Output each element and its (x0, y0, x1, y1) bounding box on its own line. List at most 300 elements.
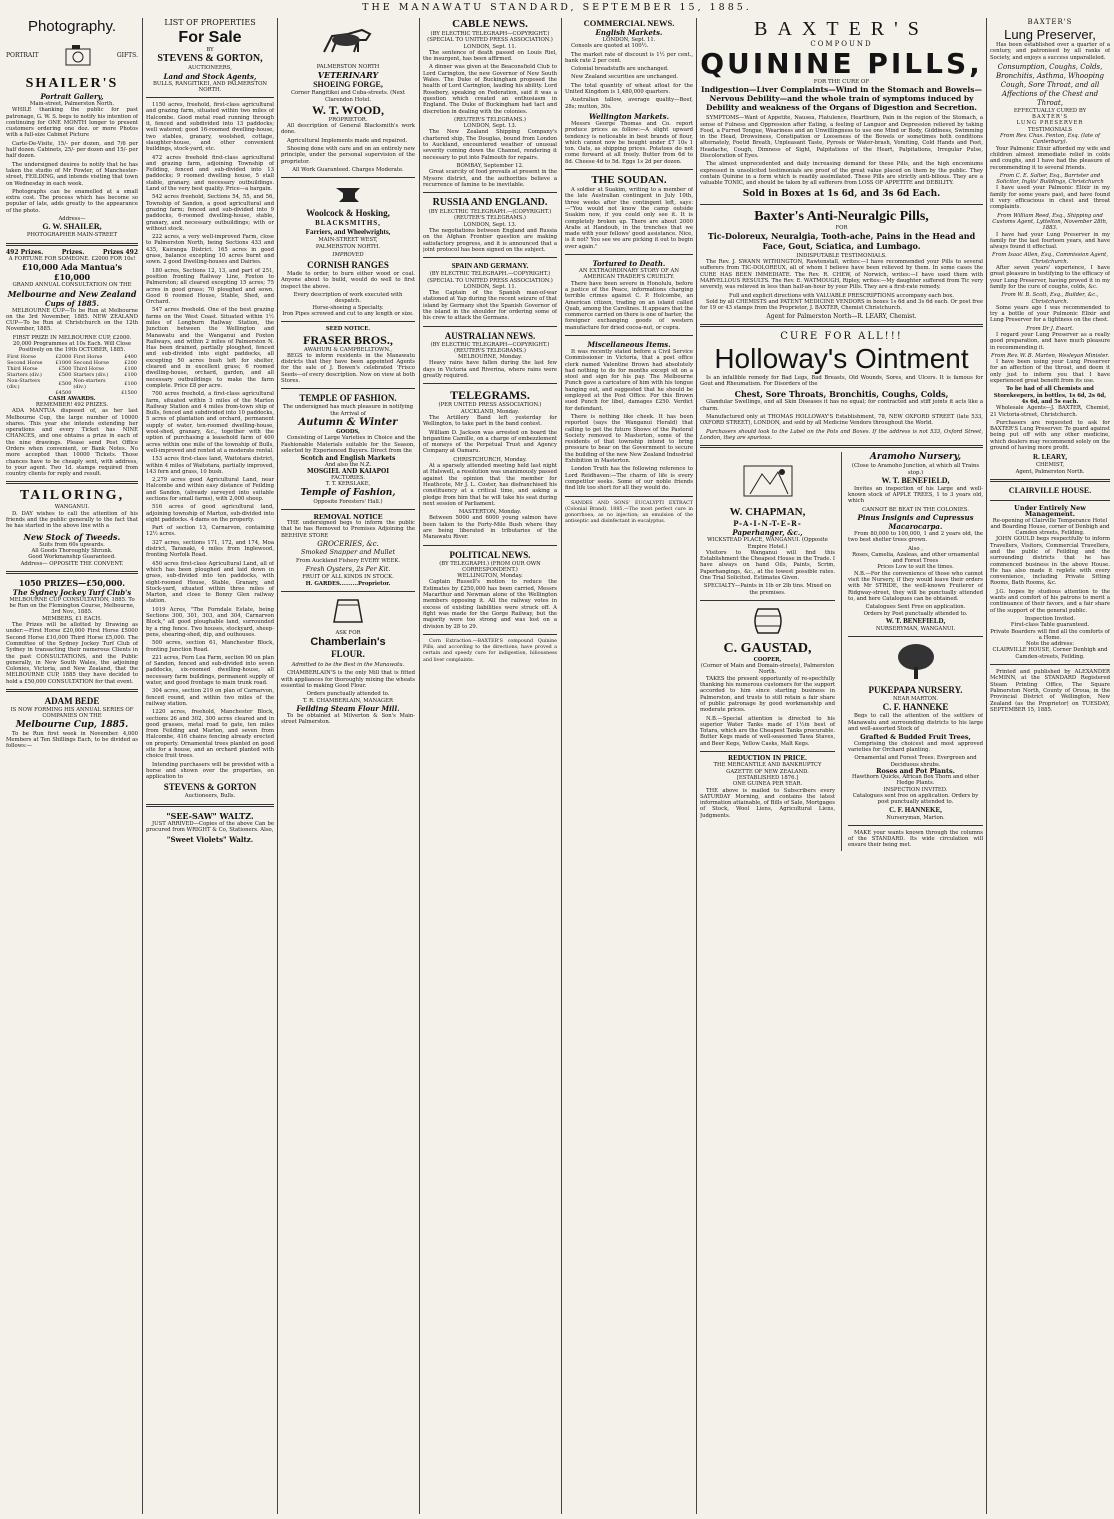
benefield-2: W. T. BENEFIELD, (885, 616, 946, 625)
prize-cell: Starters (div.) (7, 371, 42, 378)
prize-cell: £500 (58, 365, 72, 372)
column-1 (6, 18, 138, 1514)
chapman-body: Visitors to Wanganui will find this Establishment the Cheapest House in the Trade. I have always on hand Oils, Paints, Scrim, Paperhangings, &c., at the lowest possible rates. One Trial Solicited. Estimates Given. (700, 549, 836, 581)
footer-sub: Auctioneers, Bulls. (184, 793, 236, 800)
first-prize: FIRST PRIZE IN MELBOURNE CUP, £2000. (12, 334, 132, 341)
hawthorn: Hawthorn Quicks, African Box Thorn and other Hedge Plants. (851, 774, 980, 787)
seesaw-title: "SEE-SAW" WALTZ. (166, 810, 254, 821)
property-listing: 2,279 acres good Agricultural Land, near Halcombe and within easy distance of Feilding and Sandon, (already surveyed into suitable sections for small farms), with 2,000 sheep. (146, 477, 274, 502)
test-7: From Rev. W. B. Marten, Wesleyan Minister. (990, 352, 1110, 359)
inspection: Inspection Invited. (1024, 615, 1076, 622)
roses-pot: Roses and Pot Plants. (876, 766, 955, 775)
tailoring-body: D. DAY wishes to call the attention of his friends and the public generally to the fact that he has started in the above line with a (6, 510, 138, 530)
column-6 (700, 18, 983, 1514)
property-listing: 700 acres freehold, a first-class agricultural farm, situated within 3 miles of the Marton Railway Station and 4 miles from-town ship of Bulls, fenced and subdivided into 10 paddocks, 5 acres of plantation and orchard, permanent supply of water, ten-roomed dwelling-house, wool-shed, granary, &c., together with the option of purchasing a leasehold farm of 400 acres within one mile of the township of Bulls, well-improved and rented at a moderate rental. (146, 391, 274, 454)
adam-bede: ADAM BEDE (44, 696, 100, 706)
gaustad-body: TAKES the present opportunity of re-spectfully thanking his numerous customers for the support accorded to him since starting business in Palmerston, and trusts to still retain a fair share of public patronage by good workmanship and moderate prices. (700, 675, 836, 714)
chapman-name: W. CHAPMAN, (729, 506, 806, 519)
melb-cup-1885: Melbourne Cup, 1885. (15, 719, 129, 730)
column-rule (696, 18, 697, 1514)
cash-awards: CASH AWARDS. (48, 395, 96, 402)
london: LONDON, Sept. 11. (602, 37, 656, 43)
paperhanger: Paperhanger, &c., (732, 528, 803, 538)
test-3: From William Reed, Esq., Shipping and Customs Agent, Lyttelton, November 28th, 1883. (992, 212, 1108, 232)
prize-cell: £100 (124, 371, 137, 378)
to-be-obtained: To be obtained at Milverton & Son's Main-street Palmerston. (281, 712, 415, 726)
ada-mantua-heading: £10,000 Ada Mantua's £10,000 (21, 262, 123, 283)
column-5 (565, 18, 693, 1514)
soudan-heading: THE SOUDAN. (591, 174, 667, 187)
test-4: From Isaac Allen, Esq., Commission Agent, Christchurch. (991, 252, 1108, 265)
property-listing: 153 acres first-class land, Waitotara district, within 4 miles of Waitotara, partially improved, 143 fern and grass, 10 bush. (146, 456, 274, 475)
for-cure: FOR THE CURE OF (813, 79, 870, 85)
for-label: FOR (835, 224, 848, 231)
enamel-text: Photographs can be enamelled at a small extra cost. The process which has become so popular of late, adds greatly to the appearance of the photo. (6, 188, 138, 214)
neuralgic-list: Tic-Doloreux, Neuralgia, Tooth-ache, Pains in the Head and Face, Gout, Sciatica, and Lumbago. (707, 230, 976, 251)
prizes-left: 492 Prizes. (6, 248, 44, 256)
holloway-body-2: Glandular Swellings, and all Skin Diseases it has no equal; for contracted and stiff joints it acts like a charm. (700, 399, 983, 412)
property-listings (146, 102, 274, 759)
test-3-body: I have had your Lung Preserver in my family for the last fourteen years, and have always found it effectual. (990, 231, 1110, 251)
misc-body: It was recently stated before a Civil Service Commissioner in Victoria, that a post office clerk named Valentine Brown had absolutely had nothing to do for months except sit on a stool and sign for his pay. The Melbourne Punch gave a caricature of him with his tongue hanging out, and suggested that he should be employed at the Post Office. For this Brown sued Punch for libel, damages £250. Verdict for defendant. (565, 348, 693, 412)
removal-notice: REMOVAL NOTICE (313, 512, 383, 521)
ailments: Indigestion—Liver Complaints—Wind in the Stomach and Bowels—Nervous Debility—and the whole train of symptoms induced by Debility and weakness of the Organs of Digestion and Secretion. (700, 85, 982, 113)
by-label: BY (206, 47, 214, 53)
chamberlain-title: Chamberlain's (310, 636, 386, 649)
cornish-ranges: CORNISH RANGES (307, 260, 389, 271)
pol-body: Captain Russell's motion to reduce the Estimates by £250,000 has been carried, Messrs Macarthur and Newman alone of the Wellington members opposing it. All the railway votes in excess of existing liabilities were struck off. A fight was made for the Gorge Railway, but the majority were too strong and was lost on a division by 28 to 29. (423, 579, 557, 630)
address-label: Address— (58, 216, 86, 223)
reopening: Re-opening of Clairville Temperance Hotel and Boarding House, corner of Denbigh and Camden streets, Feilding. (990, 517, 1110, 537)
sydney-body: The Prizes will be allotted by Drawing as under:—First Horse £20,000 First Horse £5000 Second Horse £10,000 Third Horse £5,000. The Committee of the Sydney Jockey Turf Club of Sydney in transacting their numerous Clients in the past CONSULTATIONS, and the Public generally, in New South Wales, the adjoining Colonies, Victoria, and New Zealand, that the MELBOURNE CUP, 1885 they have decided to hold a £50,000 CONSULTATION for that event. (6, 622, 138, 685)
wholesale: Wholesale Agents—J. BAXTER, Chemist, 21 Victoria-street, Christchurch. (990, 405, 1110, 418)
nb-text: N.B.—For the convenience of those who cannot visit the Nursery, if they would leave their orders with Mr STRIDE, the well-known Fruiterer of Ridgway-street, they will be punctually attended to, and here Catalogues can be obtained. (848, 570, 983, 602)
clairville-title: CLAIRVILLE HOUSE. (1008, 485, 1092, 495)
sydney-sub: MELBOURNE CUP CONSULTATION, 1885. To be Run on the Flemington Course, Melbourne, 3rd Nov., 1885. (9, 596, 135, 616)
pol-credit: (BY TELEGRAPH.) (FROM OUR OWN CORRESPONDENT.) (439, 560, 541, 573)
gould-body: JOHN GOULD begs respectfully to inform Travellers, Visitors, Commercial Travellers, and the public of Feilding and the surrounding districts that he has commenced business in the above House. He has also made it replete with every convenience, including Private Sitting Rooms, Bath Rooms, &c. (990, 536, 1110, 587)
leary: R. LEARY, (1033, 453, 1067, 462)
prize-cell: First Horse (7, 353, 36, 360)
com-body-2: The market rate of discount is 1½ per cent., bank rate 2 per cent. (565, 51, 693, 64)
anti-neuralgic: Baxter's Anti-Neuralgic Pills, (754, 208, 929, 224)
grafted-body: Comprising the choicest and most approved varieties for Orchard planting. (848, 740, 983, 753)
first-class: First-class Table guaranteed. (1010, 622, 1090, 629)
gould-body-2: J.G. hopes by studious attention to the wants and comfort of his patrons to merit a continuance of their favors, and a fair share of the support of the general public. (990, 588, 1110, 614)
leary-agent: Agent, Palmerston North. (1015, 468, 1085, 475)
notice-small: Corn Extraction.—BAXTER'S compound Quinine Pills, and according to the directions, have proved a certain and speedy cure for indigestion, biliousness and liver complaints. (423, 638, 557, 663)
painter: P-A-I-N-T-E-R- (733, 519, 802, 529)
london-1: LONDON, Sept. 11. (463, 43, 517, 50)
guinea: ONE GUINEA PER YEAR. (732, 781, 803, 788)
guaranteed: All Work Guaranteed. Charges Moderate. (292, 166, 404, 173)
aramoho-addr: (Close to Aramoho Junction, at which all Trains stop.) (851, 463, 980, 476)
aus-credit: (BY ELECTRIC TELEGRAPH—COPYRIGHT.) (REUTER'S TELEGRAMS.) (430, 341, 550, 354)
shailer-title: SHAILER'S (25, 76, 119, 91)
cups-heading: Cups of 1885. (45, 298, 99, 308)
gaustad-addr: (Corner of Main and Domain-streets), Palmerston North. (700, 663, 835, 676)
lung-2: LUNG PRESERVER (1016, 120, 1084, 127)
purchasers: Purchasers should look to the Label on the Pots and Boxes. If the address is not 533, Oxford Street, London, they are spurious. (700, 428, 983, 441)
misc-body-3: London Truth has the following reference to Lord Reidhaven:—The charm of life is every competitor seeks. Some of our noble friends find life too short for all they would do. (565, 466, 693, 492)
cable-body-1: The sentence of death passed on Louis Riel, the insurgent, has been affirmed. (423, 49, 557, 63)
to-be-had: To be had of all Chemists and Storekeepers, in bottles, 1s 6d, 2s 6d, 4s 6d, and 5s each. (993, 386, 1107, 405)
full-directions: Full and explicit directions with VALUABLE PRESCRIPTIONS accompany each box. (729, 292, 954, 299)
flour-sack-icon (328, 596, 368, 626)
fraser-title: FRASER BROS., (303, 332, 393, 347)
catalogues: Catalogues Sent Free on application. (865, 604, 966, 611)
prize-cell: Non-starters (div.) (73, 377, 106, 390)
ask-for: ASK FOR (335, 629, 361, 636)
inspection: INSPECTION INVITED. (883, 786, 948, 793)
aus-body: Heavy rains have fallen during the last few days in Victoria and Riverina, where rains were greatly required. (423, 360, 557, 380)
baxters-head: BAXTER'S (1027, 18, 1073, 26)
prize-cell: £200 (124, 359, 137, 366)
pinus-body: From 80,000 to 100,000, 1 and 2 years old, the two best shelter trees grown. (848, 530, 983, 544)
grafted: Grafted & Budded Fruit Trees, (860, 733, 971, 742)
workmanship: Good Workmanship Guaranteed. (28, 554, 116, 561)
holloway-body: Is an infallible remedy for Bad Legs, Bad Breasts, Old Wounds, Sores, and Ulcers. It is famous for Gout and Rheumatism. For Disorders of the (700, 374, 983, 388)
autumn-winter: Autumn & Winter (298, 416, 398, 428)
column-rule (561, 18, 562, 1514)
test-7-body: I have been using your Lung Preserver for an affection of the throat, and deem it only just to inform you that I have experienced great benefit from its use. (990, 359, 1110, 385)
boarders: Private Boarders will find all the comforts of a Home. (990, 628, 1110, 641)
nursery-adverts (848, 452, 983, 851)
com-body-4: New Zealand securities are unchanged. (571, 74, 678, 81)
com-body-3: Colonial breadstuffs are unchanged. (571, 66, 669, 73)
tailoring-title: TAILORING, (19, 488, 125, 504)
spain-body: The Captain of the Spanish man-of-war stationed at Yap during the recent seizure of that island by Germany shot the Spanish Governor of the island in the shoulder for ordering some of his crew to attack the Germans. (423, 290, 557, 322)
compound: COMPOUND (810, 40, 873, 48)
lung-purchasers: Purchasers are requested to ask for BAXTER'S Lung Preserver. To guard against being put off with any other medicine, which dealers may recommend solely on the ground of having more profit. (990, 419, 1110, 452)
established: [ESTABLISHED 1876.] (736, 774, 799, 781)
prize-cell: Starters (div.) (73, 371, 109, 378)
com-body-5: The total quantity of wheat afloat for the United Kingdom is 1,480,000 quarters. (565, 82, 693, 96)
aramoho: Aramoho Nursery, (869, 452, 962, 463)
improved: IMPROVED (332, 251, 364, 258)
prize-cell: Third Horse (73, 365, 105, 372)
london-2: LONDON, Sept. 13. (463, 123, 517, 130)
iron-pipes: Iron Pipes screwed and cut to any length or size. (282, 310, 414, 317)
lung-title: Lung Preserver, (1004, 27, 1096, 42)
chest: Chest, Sore Throats, Bronchitis, Coughs, Colds, (734, 389, 949, 400)
baxters-title: BAXTER'S (754, 18, 929, 40)
camera-icon (58, 39, 98, 73)
forge-body-1: All description of General Blacksmith's work done. (281, 123, 415, 136)
proprietor: PROPRIETOR. (328, 116, 368, 123)
test-2: From C. E. Salter, Esq., Barrister and Solicitor, Inglis' Buildings, Christchurch (996, 172, 1104, 186)
firm-footer: STEVENS & GORTON (163, 782, 257, 793)
chapman-advert (700, 452, 835, 851)
mantua-notice: ADA MANTUA disposed of, as her last Melbourne Cup, the large number of 10000 shares. This year she intends extending her operations and every Ticket has NINE CHANCES, and one obtains a prize in each of the nine drawings. Please send Post Office Orders when convenient, or Bank Notes. No more accepted than 10000 Tickets. Those chances have to be cheaply sent, with address, to your agent. Two 1d. stamps required from country clients for reply and result. (6, 408, 138, 478)
seed-notice: SEED NOTICE. (325, 326, 371, 333)
testimonials: The Rev. J. SWANN WITHINGTON, Rawtenstall, writes:—I have recommended your Pills to several sufferers from TIC-DOLOREUX, all of whom I believe have been relieved by them. In some cases the CURE HAS BEEN IMMEDIATE. The Rev. R. CHEW, of Norwich, writes:—I have used them with MARVELLOUS RESULTS. The Rev. E. WATMOUGH, Ripley, writes:—My daughter suffered from Tic very severely, was relieved in less than half-an-hour by your Pills. They are a first-rate remedy. (700, 259, 983, 291)
column-rule (419, 18, 420, 1514)
blacksmiths: BLACKSMITHS, (315, 219, 381, 228)
prize-cell: £100 (124, 365, 137, 372)
chapman-addr: WICKSTEAD PLACE, WANGANUI. (Opposite Empire Hotel.) (707, 537, 828, 550)
under-mgmt: Under Entirely New Management. (1014, 503, 1086, 519)
temple-title: TEMPLE OF FASHION. (299, 393, 397, 404)
prices-text: Carte-De-Visite, 15/- per dozen, and 7/6 per half dozen. Cabinets, 25/- per dozen and 15/- per half dozen. (6, 140, 138, 160)
palm-north: PALMERSTON NORTH. (315, 243, 381, 250)
property-listing: 221 acres, Fern Lea Farm, section 90 on plan of Sandon, fenced and sub-divided into seven paddocks, six-roomed dwelling-house, all necessary farm buildings, permanent supply of water, and good frontage to main trunk road. (146, 654, 274, 687)
photography-title: Photography. (27, 18, 117, 35)
intending-text: Intending purchasers will be provided with a horse and shown over the properties, on application to (146, 761, 274, 781)
tortured-body: There have been severe in Honolulu, before a justice of the Peace, informations charging terrible crimes against C. P. Holcombe, an American citizen, trading on an island called Quab, among the Carolines. It appears that the commerce carried on there is one of barter, the foreigner exchanging goods of western manufacture for dried cocoa-nut, or copra. (565, 280, 693, 331)
orders-post: Orders by Post punctually attended to. (863, 610, 968, 617)
sold-in: Sold in Boxes at 1s 6d, and 3s 6d Each. (742, 188, 941, 199)
goods-body: Consisting of Large Varieties in Choice and the Fashionable Materials suitable for the Season, selected by Experienced Buyers. Direct from the (281, 435, 415, 454)
for-sale: For Sale (178, 29, 242, 46)
com-body-6: Australian tallow, average quality—Beef, 28s; mutton, 30s. (565, 97, 693, 110)
ornamental: Ornamental and Forest Trees. Evergreen and Deciduous shrubs. (854, 755, 977, 768)
horse-shoeing: Horse-shoeing a Specialty. (312, 304, 384, 311)
woolcock-title: Woolcock & Hosking, (306, 208, 390, 219)
cups-body: MELBOURNE CUP—To be Run at Melbourne on the 3rd November, 1885. NEW ZEALAND CUP—To be Run at Christchurch on the 12th November, 1885. (6, 307, 138, 333)
misc-body-2: There is nothing like cheek. It has been reported (says the Wanganui Herald) that calling to get the future Shows of the Pastoral Society removed to Masterton, some of the residents of that township intend to bring pressure to bear on the Government to secure the building of the new New Zealand Industrial Exhibition in Masterton. (565, 413, 693, 465)
printed-by: Printed and published by ALEXANDER McMINN, at the STANDARD Registered Steam Printing Office, The Square Palmerston North, County of Oroua, in the Provincial District of Wellington, New Zealand (as the Proprietor) on TUESDAY, SEPTEMBER 15, 1885. (990, 669, 1110, 713)
gaustad-nb: N.B.—Special attention is directed to his superior Water Tanks made of 1½in best of Totara, which are the Cheapest Tanks procurable. Butter Kegs made of well-seasoned Tawa Staves, and Beer Kegs, Yellow Casks, Malt Kegs. (700, 715, 836, 747)
property-listing: 472 acres freehold first-class agricultural and grazing farm, adjoining Township of Feilding, fenced and sub-divided into 13 paddocks; 9 roomed dwelling house, 5 stall stable, granary, and necessary outbuildings. Land of the very best quality. Price—a bargain. (146, 154, 274, 193)
test-6-body: I regard your Lung Preserver as a really good preparation, and have much pleasure in recommending it. (990, 331, 1110, 351)
goods: GOODS, (336, 428, 360, 435)
adam-body: To be Run first week in November. 4,000 Members at Ten Shillings Each, to be divided as follows:— (6, 730, 138, 750)
cable-body-4: Great scarcity of food prevails at present in the Mysore district, and the authorities believe a recurrence of famine to be inevitable. (423, 169, 557, 188)
fraser-loc: AWAHURI & CAMPBELLTOWN., (303, 346, 393, 353)
mercantile: THE MERCANTILE AND BANKRUPTCY GAZETTE OF NEW ZEALAND. (713, 762, 822, 775)
groceries: GROCERIES, &c. (317, 540, 379, 549)
prize-cell: £1000 (55, 359, 72, 366)
sweet-violets: "Sweet Violets" Waltz. (166, 835, 254, 845)
russia-credit: (BY ELECTRIC TELEGRAPH.—(COPYRIGHT.) (REUTER'S TELEGRAMS.) (428, 209, 552, 222)
admitted: Admitted to be the Best in the Manawatu. (291, 662, 405, 669)
tortured-heading: Tortured to Death. (592, 259, 666, 269)
test-2-body: I have used your Palmonic Elixir in my family for some years past, and have found it very efficacious in chest and throat complaints. (990, 185, 1110, 211)
cooper: COOPER, (753, 656, 782, 663)
russia-body: The negotiations between England and Russia on the Afghan Frontier question are making satisfactory progress, and it is announced that a joint protocol has been signed on the subject. (423, 228, 557, 253)
suits-from: Suits from 60s upwards. (39, 541, 105, 548)
english-markets: English Markets. (595, 28, 663, 37)
benefield-body: Invites an inspection of his Large and well-known stock of APPLE TREES, 1 to 3 years old, which (848, 485, 983, 505)
tel-body-3: At a sparsely attended meeting held last night at Halswell, a resolution was unanimously passed against the opinion that the member for Heathcote, Mr J. L. Coster, has disfranchised his constituency at a critical time, and asking a pledge from him that he will take his seat during next session of Parliament. (423, 463, 557, 507)
property-listing: 222 acres, a very well-improved Farm, close to Palmerston North, being Sections 433 and 435, Kairanga District. 165 acres in good grass, balance excepting 10 acres burnt and sown. 2 good Dwelling-houses and Dairies. (146, 234, 274, 266)
baxters-2: BAXTER'S (1032, 114, 1068, 121)
property-listing: 304 acres, section 219 on plan of Carnarvon, fenced round, and within two miles of the railway station. (146, 688, 274, 707)
test-4-body: After seven years' experience, I have great pleasure in testifying to the efficacy of your Lung Preserver, having proved it in my family for the cure of coughs, colds, &c. (990, 265, 1110, 290)
sold-by: Sold by all CHEMISTS and PATENT MEDICINE VENDORS in boxes 1s 6d and 3s 6d each. Or post free for 19 or 43 stamps from the Proprietor, J. BAXTER, Chemist Christchurch. (700, 298, 983, 312)
russia-heading: RUSSIA AND ENGLAND. (432, 197, 548, 209)
pukepapa: PUKEPAPA NURSERY. (868, 685, 963, 696)
sydney-prizes: 1050 PRIZES—£50,000. (18, 577, 126, 588)
tortured-head: AN EXTRAORDINARY STORY OF AN AMERICAN TRADER'S CRUELTY. (579, 268, 679, 281)
property-listing: 450 acres first-class Agricultural Land, all of which has been ploughed and laid down in grass, sub-divided into ten paddocks, with eight-roomed House, Stable, Granary, and Stock-yard, situated within three miles of Marton, and close to Bonny Glen railway station. (146, 560, 274, 605)
manager: T. R. CHAMBERLAIN, MANAGER (302, 697, 394, 704)
auckland-fishery: From Auckland Fishery EVERY WEEK. (295, 557, 401, 564)
cure-all: CURE FOR ALL!!! (780, 330, 903, 342)
property-listing: 547 acres freehold. One of the best grazing farms on the West Coast. Situated within 1½ miles of Longburn Railway Station, the Junction between the Wellington and Manawatu and the Wanganui and Foxton Railways, and within 2 miles of Palmerston N. Has been drained, partially ploughed, fenced and sub-divided into eight paddocks, all excepting 50 acres bush left for shelter, cleared and in excellent grass; 6 roomed dwelling-house, orchard, garden, and all necessary outbuildings to make the farm complete. Price £8 per acre. (146, 307, 274, 389)
mill-name: Feilding Steam Flour Mill. (296, 703, 400, 713)
land-agents: Land and Stock Agents, (163, 71, 257, 81)
property-listing: Part of section 13, Carnarvon, containing 12½ acres. (146, 525, 274, 538)
prize-cell: Second Horse (7, 359, 43, 366)
note-address: Note the address: (1026, 641, 1074, 648)
political-heading: POLITICAL NEWS. (449, 549, 531, 560)
forge-address: Corner Rangitikei and Cuba-streets. (Next Clarendon Hotel. (290, 90, 406, 103)
gifts-label: GIFTS. (116, 51, 138, 59)
flour: FLOUR. (331, 649, 365, 660)
temple-addr: Opposite Foresters' Hall.) (313, 498, 383, 505)
holloway-title: Holloway's Ointment (714, 342, 969, 374)
tel-body-4: Between 5000 and 6000 young salmon have been taken to the Forty-Mile Bush where they are being liberated in tributaries of the Manawatu River. (423, 515, 557, 541)
forge-body-2: Agricultural Implements made and repaired. (287, 137, 408, 144)
commercial-heading: COMMERCIAL NEWS. (583, 18, 675, 28)
gaustad-name: C. GAUSTAD, (723, 640, 812, 656)
test-1: From Rev. Chas. Fenton, Esq. (late of Canterbury). (999, 133, 1101, 146)
address-role: PHOTOGRAPHER MAIN-STREET (26, 232, 118, 239)
melbourne: MELBOURNE, Monday. (457, 354, 522, 361)
telegrams-heading: TELEGRAMS. (450, 388, 530, 403)
agent-for: And also the N.Z. (324, 462, 372, 469)
shailer-body-2: The undersigned desires to notify that he has taken the studio of Mr Fowler, of Manchester-street, FEILDING, and intends visiting that town on Wednesday in each week. (6, 161, 138, 187)
shrunk: All Goods Thoroughly Shrunk. (31, 547, 113, 554)
factories: FACTORIES. (330, 474, 366, 481)
gallery-title: Portrait Gallery, (40, 92, 104, 101)
test-5-body: Some years ago I was recommended to try a bottle of your Pulmonic Elixir and Lung Preserver for a tightness on the chest. (990, 304, 1110, 324)
sydney-title: The Sydney Jockey Turf Club's (12, 587, 132, 597)
portrait-label: PORTRAIT (6, 51, 39, 59)
spain-credit: (BY ELECTRIC TELEGRAPH.—COPYRIGHT.) (SPECIAL TO UNITED PRESS ASSOCIATION.) (427, 271, 553, 284)
fraser-body: BEGS to inform residents in the Manawatu districts that they have been appointed Agents for the sale of J. Bowen's celebrated 'Frisco Seeds—of every description. Now on view at both Stores. (281, 352, 415, 385)
column-rule (277, 18, 278, 1514)
removal-body: THE undersigned begs to inform the public that he has Removed to Premises Adjoining the BEEHIVE STORE (281, 520, 415, 539)
cable-news-heading: CABLE NEWS. (452, 18, 528, 30)
test-6: From Dr J. Ewart. (1026, 325, 1074, 332)
column-2 (146, 18, 274, 1514)
orders: Orders punctually attended to. (306, 691, 390, 698)
hanneke-2: C. F. HANNEKE, (889, 805, 942, 814)
temple-body: The undersigned has much pleasure in notifying the Arrival of (282, 404, 414, 417)
property-listing: 500 acres, section 61, Manchester Block, fronting Junction Road. (146, 640, 274, 653)
mill-body: CHAMBERLAIN'S is the only Mill that is fitted with appliances for thoroughly mixing the wheats essential to making Good Flour. (281, 670, 415, 690)
gardes: H. GARDES..........Proprietor. (305, 580, 391, 587)
hanneke: C. F. HANNEKE (882, 702, 949, 713)
column-rule (142, 18, 143, 1514)
fruit: FRUIT OF ALL KINDS IN STOCK. (302, 574, 394, 581)
hanneke-body: Begs to call the attention of the settlers of Manawatu and surrounding districts to his large and well-assorted Stock of (848, 713, 983, 733)
tel-credit: (PER UNITED PRESS ASSOCIATION.) (438, 402, 542, 409)
property-listing: 1019 Acres, "The Forndale Estate, being Sections 300, 301, 303, and 304, Carnarvon Block," all good ploughable land, surrounded by a ring fence. Two houses, stockyard, sheep-pens, shearing-shed, dip, and outhouses. (146, 606, 274, 638)
tel-body-2: William D. Jackson was arrested on board the brigantine Camille, on a charge of embezzlement of moneys of the Perpetual Trust and Agency Company at Oamaru. (423, 429, 557, 455)
ranges-body: Made to order, to burn either wood or coal. Anyone about to build, would do well to first inspect the above. (281, 271, 415, 290)
prize-cell: £2000 (55, 353, 72, 360)
wellington: WELLINGTON, Monday. (457, 573, 523, 580)
column-3 (281, 18, 415, 1514)
tailoring-address: Address— OPPOSITE THE CONVENT. (20, 560, 124, 567)
prize-cell: Second Horse (73, 359, 109, 366)
tree-icon (891, 641, 941, 681)
prize-money: 20,000 Programmes at 10s Each. Will Close Positively on the 19th OCTOBER, 1885. (13, 341, 131, 354)
clairville-addr: CLAIRVILLE HOUSE, Corner Denbigh and Camden-streets, Feilding. (992, 647, 1108, 660)
oysters: Fresh Oysters, 2s Per Kit. (305, 564, 391, 573)
testimonials-label: TESTIMONIALS (1027, 126, 1073, 133)
scotch-english: Scotch and English Markets (300, 455, 396, 463)
prize-row (6, 378, 138, 390)
cannot-beat: CANNOT BE BEAT IN THE COLONIES. (862, 506, 969, 513)
roses: Roses, Camelia, Azaleas, and other ornamental and Forest Trees (852, 551, 979, 565)
manufactured: Manufactured only at THOMAS HOLLOWAY'S Establishment, 78, NEW OXFORD STREET (late 533, OXFORD STREET), LONDON, and sold by all Medicine Vendors throughout the World. (700, 414, 983, 427)
farriers: Farriers, and Wheelwrights, (305, 228, 391, 237)
prize-cell: £500 (58, 380, 72, 387)
prices-low: Prices Low to suit the times. (877, 564, 954, 571)
prize-table (6, 354, 138, 396)
prize-total-left: £4500 (55, 389, 72, 396)
property-listing: 516 acres of good agricultural land, adjoining township of Marton, sub-divided into eight paddocks. 4 dams on the property. (146, 504, 274, 523)
adam-sub: IS NOW FORMING HIS ANNUAL SERIES OF COMPANIES ON THE (10, 707, 134, 720)
forge-body-3: Shoeing done with care and on an entirely new principle, under the personal supervision of the proprietor. (281, 146, 415, 165)
proprietor-name: W. T. WOOD, (312, 102, 384, 117)
prizes-right: Prizes 492 (102, 248, 138, 256)
spain-heading: SPAIN AND GERMANY. (451, 262, 529, 271)
aus-heading: AUSTRALIAN NEWS. (444, 330, 536, 341)
property-listing: 1150 acres, freehold, first-class agricultural and grazing farm, situated within two miles of Halcombe. Good metal road running through it, fenced and subdivided into 13 paddocks; well watered; good 16-roomed dwelling-house, two stables, granary, woolshed, cottage, slaughter-house, and other convenient buildings, stock-yard, etc. (146, 102, 274, 153)
prize-cell: £500 (58, 371, 72, 378)
melb-nz: Melbourne and New Zealand (7, 288, 137, 299)
london-3: LONDON, Sept. 13. (463, 221, 517, 228)
indisputable: INDISPUTABLE TESTIMONIALS. (796, 252, 887, 259)
test-5: From W. B. Scott, Esq., Builder, &c., Christchurch. (1001, 292, 1099, 305)
sandes-notice: SANDES AND SONS' EUCALYPTI EXTRACT (Colonial Brand). 1885.—The most perfect cure in gonorrhoea, as no injection; an emulsion of the antiseptic and disinfectant in eucalyptus. (565, 500, 693, 525)
fortune-text: A FORTUNE FOR SOMEONE. £2000 FOR 10s! (8, 255, 136, 262)
vet-title: VETERINARY (317, 70, 379, 81)
column-rule (986, 18, 987, 1514)
gazette-body: THE above is mailed to Subscribers every SATURDAY Morning, and contains the latest information attainable, of Bills of Sale, Mortgages of Stock, Wool Liens, Agricultural Liens, Judgments. (700, 787, 836, 819)
soudan-body: A soldier at Suakim, writing to a member of the late Australian contingent in July 10th, three weeks after the contingent left, says:—"You would not know the camp outside Suakim now, if you could only see it. It is completely broken up. There are about 2000 Arabs at Handoub, in the trenches that we made with your fellows' good assistance. Nice, is it not? You see we are picking it out to begin over again." (565, 187, 693, 250)
masterton: MASTERTON, Monday. (458, 509, 522, 516)
agent: Agent for Palmerston North—R. LEARY, Chemist. (766, 312, 917, 320)
painter-illustration-icon (738, 456, 798, 502)
property-listing: 542 acres freehold, Sections 54, 55, and 56, Township of Sandon, a good agricultural and grazing farm; fenced and sub-divided into 9 paddocks, 6-roomed dwelling-house, stable, granary, and necessary outbuildings; with or without stock. (146, 194, 274, 232)
auckland: AUCKLAND, Monday. (460, 408, 520, 415)
reduction: REDUCTION IN PRICE. (728, 755, 807, 763)
smoked: Smoked Snapper and Mullet (300, 548, 396, 557)
tailoring-town: WANGANUI. (54, 504, 90, 511)
baxters-body: The almost unprecedented and daily increasing demand for these Pills, and the high encomiums expressed in unsolicited testimonials are proof of the great value placed on them by the public. They contain Quinine in a form which is readily assimilated. These Pills are strictly anti-bilious. They are a valuable TONIC, and should be taken by all sufferers from LOSS OF APPETITE and DEBILITY. (700, 161, 983, 187)
property-listing: 327 acres, sections 171, 172, and 174, Moa district, Taranaki, 4 miles from Inglewood, fronting Norfolk Road. (146, 539, 274, 559)
forge-title: SHOEING FORGE, (313, 80, 383, 90)
towns: BULLS, RANGITIKEI, AND PALMERSTON NORTH. (152, 80, 268, 93)
every-desc: Every description of work executed with despatch. (293, 292, 403, 305)
shailer-body: WHILE thanking the public for past patronage, G. W. S. begs to notify his intention of continuing for ONE MONTH longer to present customers ordering one doz. or more Photos with a full-size Cabinet Picture (6, 107, 138, 139)
prize-cell: £400 (124, 353, 137, 360)
gallery-address: Main-street, Palmerston North. (29, 101, 115, 107)
tel-body-1: The Artillery Band left yesterday for Wellington, to take part in the band contest. (423, 414, 557, 428)
mosgiel: MOSGIEL AND KAIAPOI (306, 467, 390, 475)
members: MEMBERS, £1 EACH. (42, 615, 102, 622)
prize-cell: First Horse (73, 353, 103, 360)
cable-body-3: The New Zealand Shipping Company's chartered ship, The Douglas, bound from London to Auckland, encountered weather of unusual severity coming down the Channel, rendering it necessary to put into Falmouth for repairs. (423, 129, 557, 161)
barrel-icon (748, 605, 788, 637)
lung-body: Has been established over a quarter of a century, and patronised by all ranks of Society, and enjoys a success unparalleled. (990, 42, 1110, 61)
column-7 (990, 18, 1110, 1514)
christchurch: CHRISTCHURCH, Monday. (453, 456, 527, 463)
misc-heading: Miscellaneous Items. (587, 339, 671, 349)
wellington-markets: Wellington Markets. (588, 111, 670, 121)
near-marton: NEAR MARTON. (893, 696, 938, 703)
prize-cell: £100 (124, 380, 137, 387)
prize-cell: Third Horse (7, 365, 38, 372)
remember-text: REMEMBER! 492 PRIZES. (35, 401, 109, 408)
